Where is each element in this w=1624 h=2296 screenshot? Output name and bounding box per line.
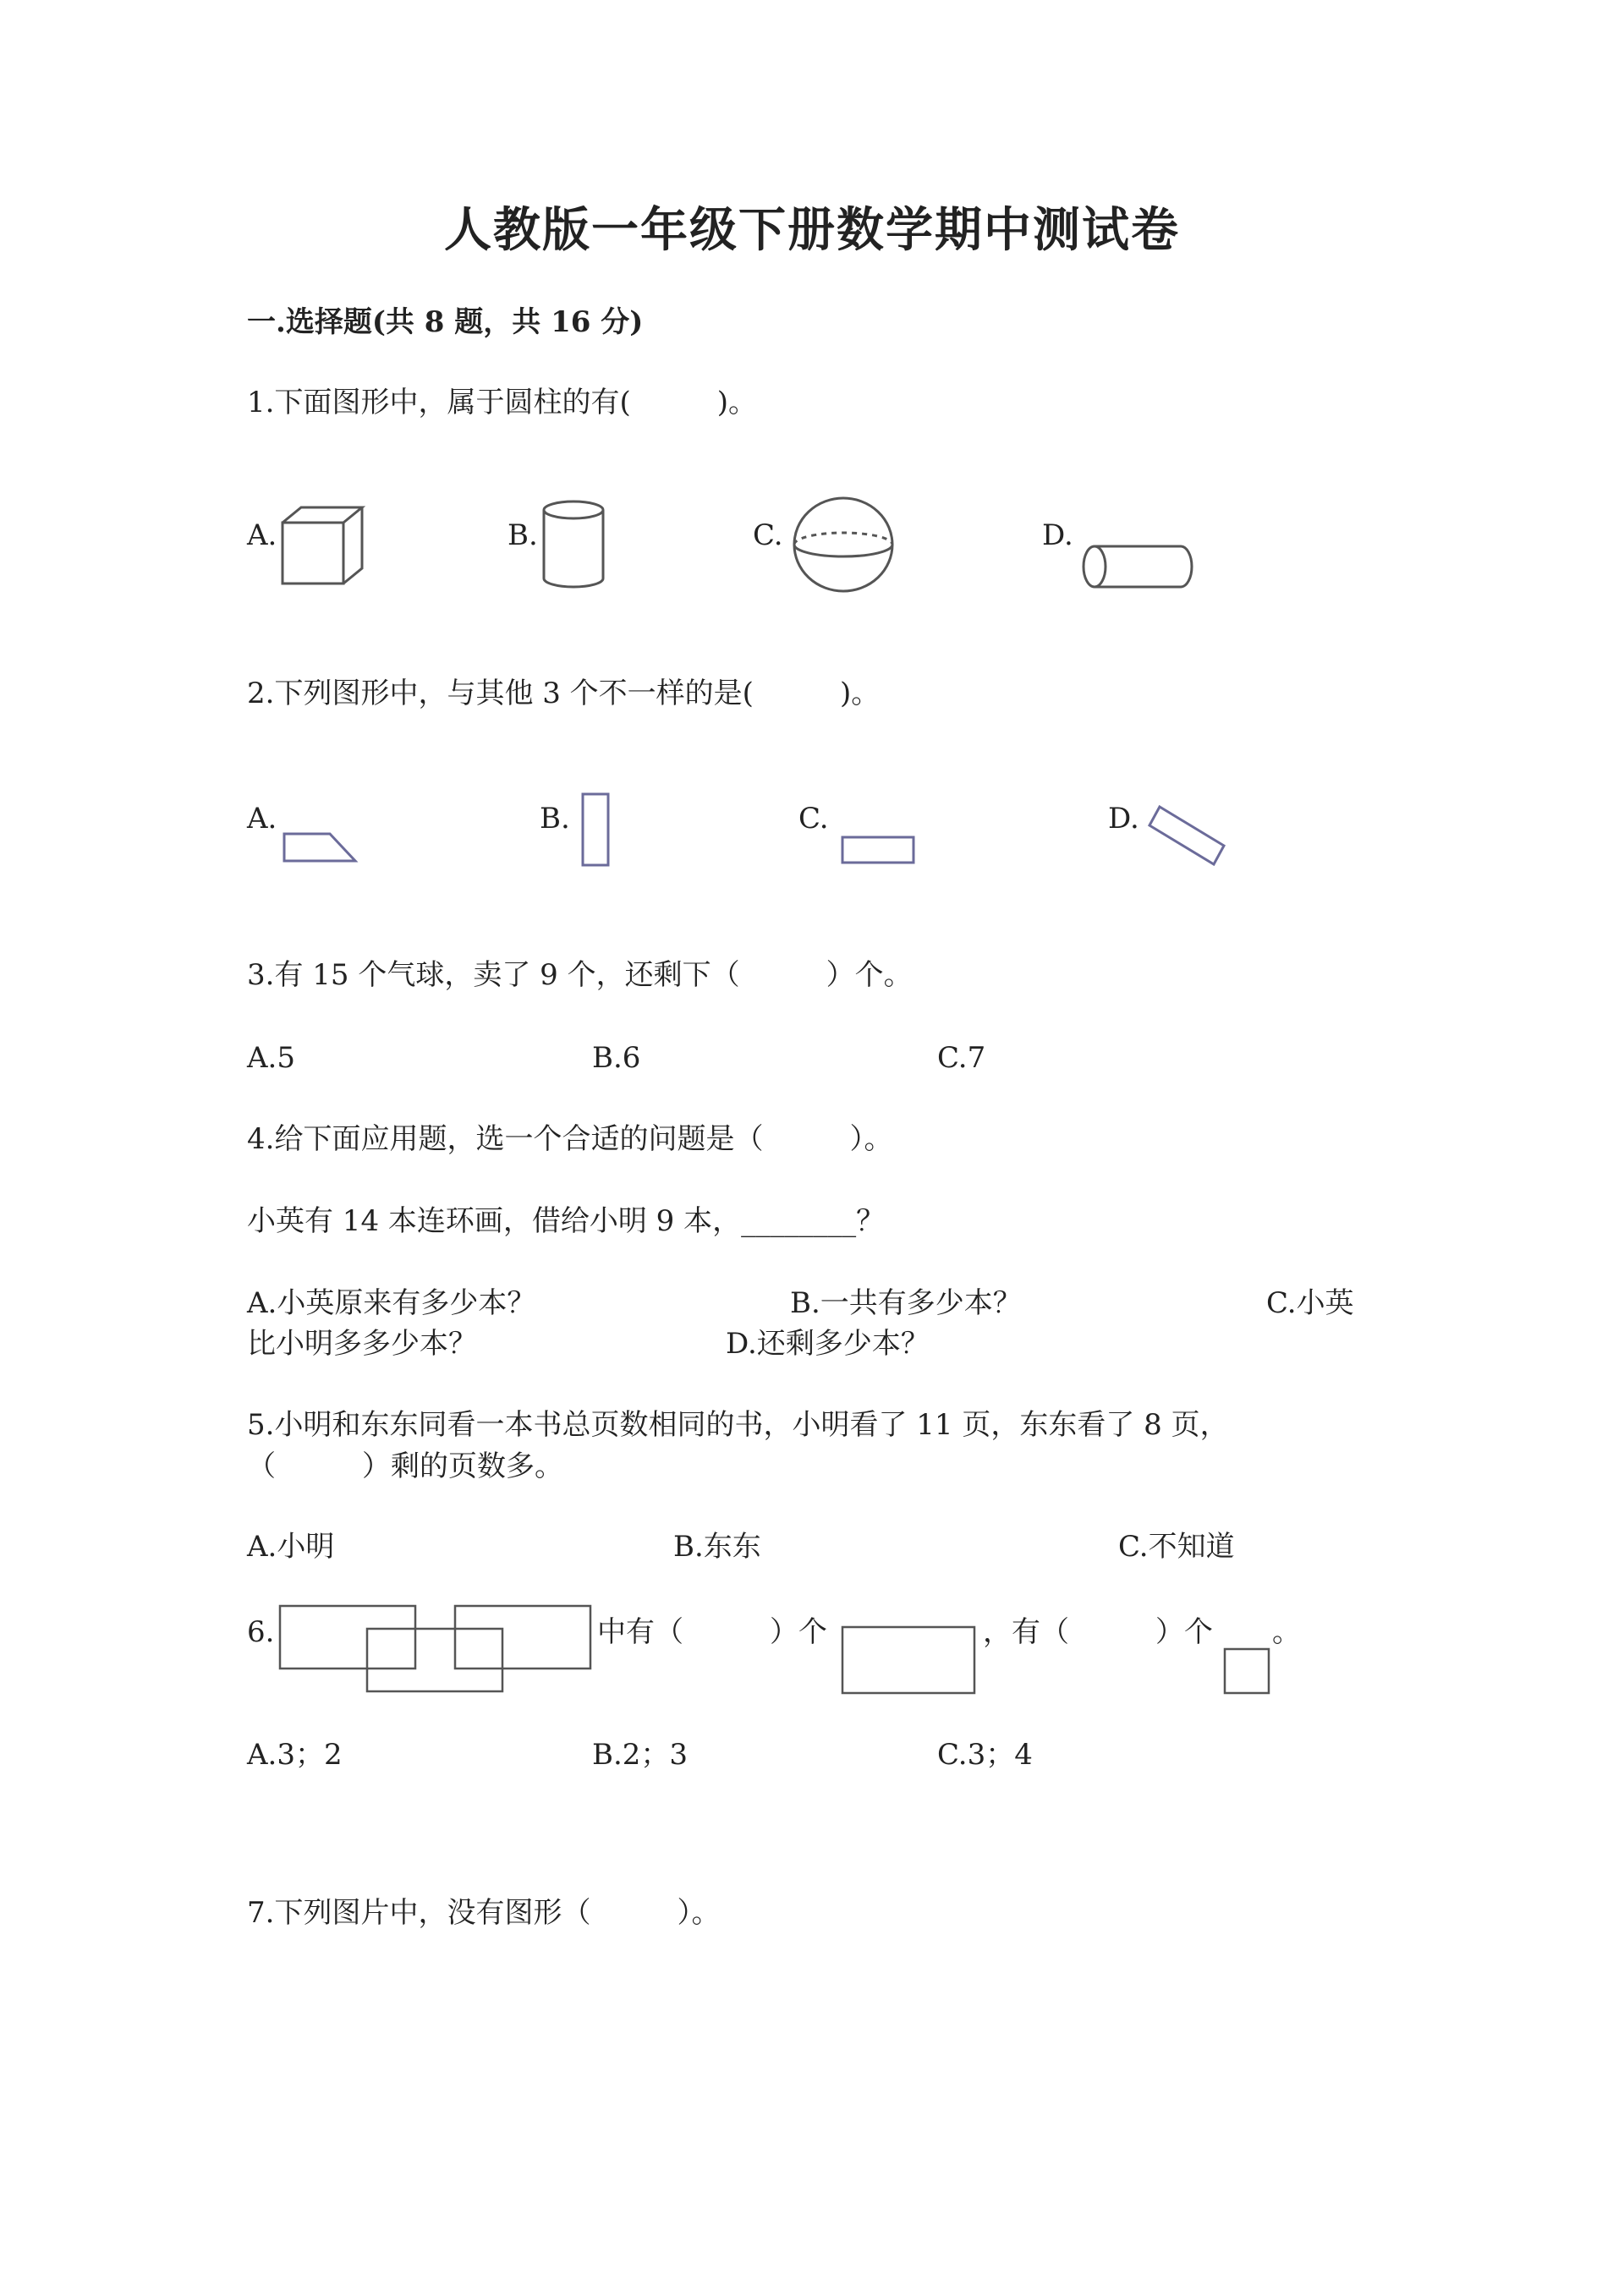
q1-option-a-label[interactable]: A. — [247, 518, 277, 552]
q3-option-b[interactable]: B.6 — [592, 1041, 641, 1075]
q4-option-b[interactable]: B.一共有多少本？ — [790, 1286, 1022, 1320]
q4-option-c[interactable]: C.小英 — [1266, 1286, 1354, 1320]
rectangle-icon — [841, 1625, 978, 1696]
trapezoid-icon — [281, 830, 362, 864]
question-6-text-mid2: ，有（ ）个 — [983, 1615, 1213, 1649]
question-1-stem: 1.下面图形中，属于圆柱的有( )。 — [247, 386, 757, 419]
question-5-stem-line1: 5.小明和东东同看一本书总页数相同的书，小明看了 11 页，东东看了 8 页， — [247, 1408, 1229, 1442]
sphere-icon — [791, 496, 897, 595]
question-4-problem: 小英有 14 本连环画，借给小明 9 本，________？ — [247, 1204, 886, 1238]
cube-icon — [279, 504, 372, 589]
lying-cylinder-icon — [1081, 543, 1196, 590]
q3-option-c[interactable]: C.7 — [937, 1041, 986, 1075]
question-2-stem: 2.下列图形中，与其他 3 个不一样的是( )。 — [247, 677, 881, 710]
q6-option-c[interactable]: C.3；4 — [937, 1738, 1033, 1772]
q2-option-d-label[interactable]: D. — [1108, 802, 1139, 836]
q4-option-a[interactable]: A.小英原来有多少本？ — [247, 1286, 536, 1320]
q3-option-a[interactable]: A.5 — [247, 1041, 295, 1075]
q4-option-c-continued[interactable]: 比小明多多少本？ — [247, 1327, 477, 1361]
wide-rectangle-icon — [839, 834, 917, 868]
q4-option-d[interactable]: D.还剩多少本？ — [726, 1327, 930, 1361]
q1-option-b-label[interactable]: B. — [508, 518, 538, 552]
square-icon — [1223, 1647, 1272, 1696]
question-6-text-mid: 中有（ ）个 — [597, 1615, 827, 1649]
q2-option-a-label[interactable]: A. — [247, 802, 277, 836]
q6-option-b[interactable]: B.2；3 — [592, 1738, 689, 1772]
q1-option-d-label[interactable]: D. — [1042, 518, 1073, 552]
question-5-stem-line2: （ ）剩的页数多。 — [247, 1449, 563, 1483]
q5-option-c[interactable]: C.不知道 — [1118, 1530, 1235, 1564]
q6-option-a[interactable]: A.3；2 — [247, 1738, 343, 1772]
question-4-stem: 4.给下面应用题，选一个合适的问题是（ ）。 — [247, 1122, 893, 1156]
tall-rectangle-icon — [579, 791, 613, 869]
page-title: 人教版一年级下册数学期中测试卷 — [444, 202, 1180, 258]
q5-option-b[interactable]: B.东东 — [673, 1530, 761, 1564]
question-7-stem: 7.下列图片中，没有图形（ ）。 — [247, 1896, 721, 1930]
q2-option-c-label[interactable]: C. — [798, 802, 829, 836]
tilted-rectangle-icon — [1146, 803, 1231, 871]
upright-cylinder-icon — [541, 499, 609, 592]
q5-option-a[interactable]: A.小明 — [247, 1530, 335, 1564]
section-heading: 一.选择题(共 8 题，共 16 分) — [247, 305, 644, 339]
q2-option-b-label[interactable]: B. — [540, 802, 570, 836]
question-6-suffix: 。 — [1272, 1615, 1301, 1649]
question-3-stem: 3.有 15 个气球，卖了 9 个，还剩下（ ）个。 — [247, 958, 913, 992]
q1-option-c-label[interactable]: C. — [753, 518, 783, 552]
overlapping-rectangles-figure — [277, 1603, 599, 1696]
question-6-prefix: 6. — [247, 1615, 275, 1649]
